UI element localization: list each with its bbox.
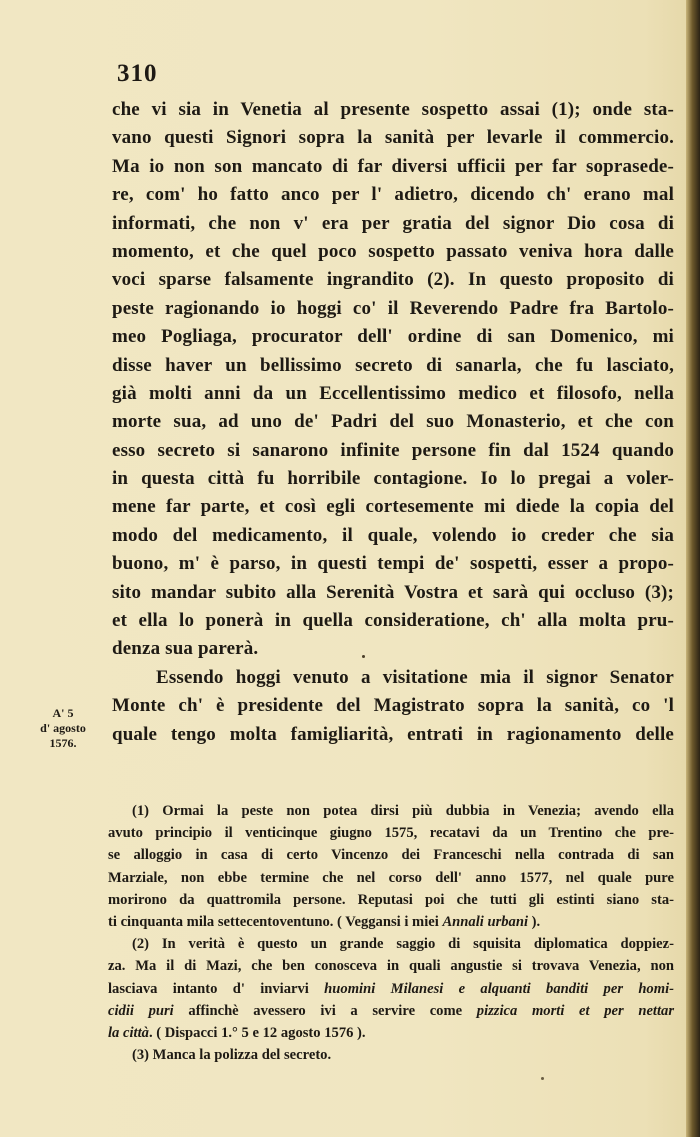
text-line: et ella lo ponerà in quella consideratione, ch' alla molta pru- (112, 610, 674, 632)
footnote-2-italic-quote: la città (108, 1024, 149, 1041)
footnote-2-citation: . ( Dispacci 1.° 5 e 12 agosto 1576 ). (148, 1024, 366, 1041)
text-line: peste ragionando io hoggi co' il Reverendo Padre fra Bartolo- (112, 297, 674, 319)
text-line: denza sua parerà. (112, 638, 259, 660)
text-line: voci sparse falsamente ingrandito (2). In questo proposito di (112, 269, 674, 291)
footnote-2-text: lasciava intanto d' inviarvi (108, 980, 325, 997)
footnote-2-line (108, 978, 674, 1000)
page-number: 310 (117, 60, 158, 87)
text-line: buono, m' è parso, in questi tempi de' sospetti, esser a propo- (112, 553, 674, 575)
footnote-1-line: avuto principio il venticinque giugno 1575, recatavi da un Trentino che pre- (108, 825, 674, 842)
text-line: Monte ch' è presidente del Magistrato sopra la sanità, co 'l (112, 695, 674, 717)
book-spine-shadow (686, 0, 700, 1137)
text-line: modo del medicamento, il quale, volendo io creder che sia (112, 524, 674, 546)
text-line: momento, et che quel poco sospetto passato veniva hora dalle (112, 240, 674, 262)
footnote-1-last-line (108, 911, 674, 933)
text-line: già molti anni da un Eccellentissimo medico et filosofo, nella (112, 382, 674, 404)
footnote-1-line: Marziale, non ebbe termine che nel corso dell' anno 1577, nel quale pure (108, 869, 674, 886)
footnote-2-italic-quote: huomini Milanesi e alquanti banditi per homi- (324, 980, 674, 997)
text-line: esso secreto si sanarono infinite persone fin dal 1524 quando (112, 439, 674, 461)
footnotes-section (108, 800, 674, 1066)
footnote-3-line: (3) Manca la polizza del secreto. (132, 1047, 332, 1064)
footnote-1-italic-title: Annali urbani (442, 913, 529, 930)
footnote-2-line (108, 1000, 674, 1022)
footnote-2-text: affinchè avessero ivi a servire come (173, 1002, 477, 1019)
footnote-1-line: se alloggio in casa di certo Vincenzo dei Franceschi nella contrada di san (108, 847, 674, 864)
footnote-2-line: za. Ma il di Mazi, che ben conosceva in quali angustie si trovava Venezia, non (108, 958, 674, 975)
text-line: morte sua, ad uno de' Padri del suo Monasterio, et che con (112, 411, 674, 433)
text-line: che vi sia in Venetia al presente sospetto assai (1); onde sta- (112, 99, 674, 120)
text-line: disse haver un bellissimo secreto di sanarla, che fu lasciato, (112, 354, 674, 376)
margin-note-day: A' 5 (52, 706, 74, 720)
margin-date-note (30, 706, 96, 751)
footnote-1-line: morirono da quattromila persone. Reputasi poi che tutti gli estinti siano sta- (108, 891, 674, 908)
footnote-2-italic-quote: cidii puri (108, 1002, 174, 1019)
text-line: meo Pogliaga, procurator dell' ordine di san Domenico, mi (112, 326, 674, 348)
footnote-1-line: (1) Ormai la peste non potea dirsi più dubbia in Venezia; avendo ella (132, 803, 674, 819)
margin-note-month: d' agosto (40, 721, 86, 735)
footnote-2-line: (2) In verità è questo un grande saggio di squisita diplomatica doppiez- (132, 936, 674, 953)
text-line: in questa città fu horribile contagione. Io lo pregai a voler- (112, 468, 674, 490)
text-line: Ma io non son mancato di far diversi ufficii per far soprasede- (112, 155, 674, 177)
footnote-2-last-line (108, 1022, 674, 1044)
text-line: re, com' ho fatto anco per l' adietro, dicendo ch' erano mal (112, 184, 674, 206)
footnote-1-text: ti cinquanta mila settecentoventuno. ( Veggansi i miei (108, 913, 443, 930)
text-line: vano questi Signori sopra la sanità per levarle il commercio. (112, 127, 674, 149)
print-speck (362, 655, 365, 658)
text-line: Essendo hoggi venuto a visitatione mia il signor Senator (156, 666, 674, 688)
text-line: informati, che non v' era per gratia del signor Dio cosa di (112, 212, 674, 234)
text-line: sito mandar subito alla Serenità Vostra et sarà qui occluso (3); (112, 581, 674, 603)
main-text-body (112, 96, 674, 749)
text-line: quale tengo molta famigliarità, entrati in ragionamento delle (112, 723, 674, 745)
footnote-1-close: ). (528, 913, 541, 930)
margin-note-year: 1576. (49, 736, 77, 750)
print-speck (541, 1077, 544, 1080)
text-line: mene far parte, et così egli cortesemente mi diede la copia del (112, 496, 674, 518)
footnote-2-italic-quote: pizzica morti et per nettar (476, 1002, 675, 1019)
